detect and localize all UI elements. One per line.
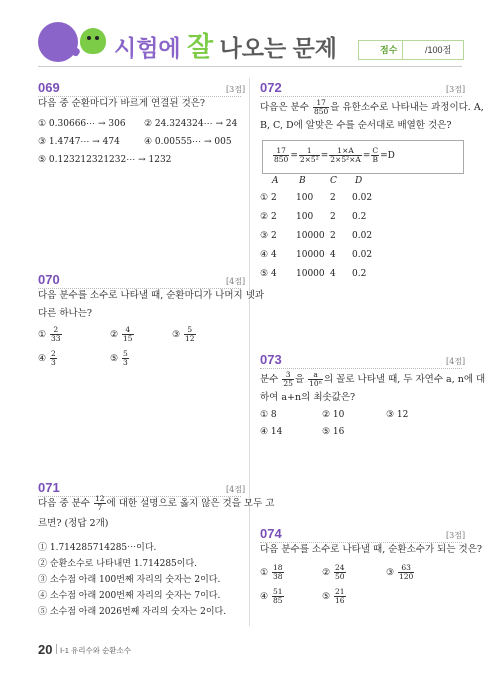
header-divider <box>38 66 462 67</box>
column-divider <box>249 78 250 626</box>
question-points: [3점] <box>446 531 466 540</box>
question-text-line1: 다음은 분수 $\frac{17}{850}$ 을 유한소수로 나타내는 과정이다. A, <box>260 98 484 116</box>
question-points: [4점] <box>226 485 246 494</box>
option-5[interactable]: ⑤ 4 10000 4 0.2 <box>260 269 367 279</box>
divider <box>260 96 462 97</box>
question-number-069: 069 <box>38 80 60 95</box>
option-2[interactable]: ② 24.324324⋯ → 24 <box>144 119 238 129</box>
question-text-line2: 르면? (정답 2개) <box>38 518 109 529</box>
question-number-072: 072 <box>260 80 282 95</box>
option-2[interactable]: ② 순환소수로 나타내면 1.714285이다. <box>38 559 198 569</box>
mascot-icon <box>80 28 106 54</box>
question-number-073: 073 <box>260 352 282 367</box>
question-text-line1: 다음 분수를 소수로 나타낼 때, 순환마디가 나머지 넷과 <box>38 290 265 301</box>
col-a-header: A <box>272 176 279 186</box>
question-points: [4점] <box>446 357 466 366</box>
option-1[interactable]: ① 1.714285714285⋯이다. <box>38 543 157 553</box>
option-5[interactable]: ⑤ $\frac{5}{3}$ <box>110 349 128 367</box>
option-1[interactable]: ① 2 100 2 0.02 <box>260 193 373 203</box>
option-2[interactable]: ② $\frac{4}{15}$ <box>110 325 133 343</box>
option-4[interactable]: ④ 14 <box>260 427 283 437</box>
question-points: [4점] <box>226 277 246 286</box>
option-5[interactable]: ⑤ 소수점 아래 2026번째 자리의 숫자는 2이다. <box>38 607 227 617</box>
question-points: [3점] <box>446 85 466 94</box>
option-4[interactable]: ④ 4 10000 4 0.02 <box>260 250 373 260</box>
col-b-header: B <box>299 176 306 186</box>
option-2[interactable]: ② 10 <box>322 410 345 420</box>
option-4[interactable]: ④ $\frac{51}{85}$ <box>260 587 283 605</box>
section-title: Ⅰ-1 유리수와 순환소수 <box>60 646 132 655</box>
divider <box>260 368 462 369</box>
option-3[interactable]: ③ 1.4747⋯ → 474 <box>38 137 120 147</box>
option-3[interactable]: ③ 2 10000 2 0.02 <box>260 231 373 241</box>
question-text-line2: B, C, D에 알맞은 수를 순서대로 배열한 것은? <box>260 120 452 131</box>
equation: $\frac{17}{850}$ = $\frac{1}{\text{2×5²}}$ = $\frac{1\times A}{\text{2×5²×A}}$ = $\frac{C}{B}$ =D <box>274 146 395 164</box>
option-1[interactable]: ① 0.30666⋯ → 306 <box>38 119 126 129</box>
option-4[interactable]: ④ 소수점 아래 200번째 자리의 숫자는 7이다. <box>38 591 221 601</box>
option-2[interactable]: ② 2 100 2 0.2 <box>260 212 367 222</box>
question-points: [3점] <box>226 85 246 94</box>
question-text: 다음 분수를 소수로 나타낼 때, 순환소수가 되는 것은? <box>260 544 482 555</box>
col-c-header: C <box>330 176 337 186</box>
question-text-line1: 분수 $\frac{3}{25}$ 을 $\frac{a}{\text{10ⁿ}}$ 의 꼴로 나타낼 때, 두 자연수 a, n에 대 <box>260 370 486 388</box>
question-text-line2: 하여 a+n의 최솟값은? <box>260 392 356 403</box>
option-5[interactable]: ⑤ 16 <box>322 427 345 437</box>
logo-q-circle <box>38 22 78 62</box>
score-label: 점수 <box>380 45 398 55</box>
question-text: 다음 중 순환마디가 바르게 연결된 것은? <box>38 98 206 109</box>
option-3[interactable]: ③ $\frac{63}{120}$ <box>386 563 414 581</box>
option-5[interactable]: ⑤ 0.123212321232⋯ → 1232 <box>38 155 172 165</box>
option-4[interactable]: ④ $\frac{2}{3}$ <box>38 349 56 367</box>
option-5[interactable]: ⑤ $\frac{21}{16}$ <box>322 587 345 605</box>
option-1[interactable]: ① 8 <box>260 410 277 420</box>
page-title: 시험에 잘 나오는 문제 <box>114 32 338 62</box>
score-divider <box>402 40 403 59</box>
question-text-line1: 다음 중 분수 $\frac{12}{7}$ 에 대한 설명으로 옳지 않은 것을 모두 고 <box>38 494 275 512</box>
option-1[interactable]: ① $\frac{18}{38}$ <box>260 563 283 581</box>
footer-divider <box>56 644 57 654</box>
col-d-header: D <box>355 176 363 186</box>
option-4[interactable]: ④ 0.00555⋯ → 005 <box>144 137 232 147</box>
score-total: /100점 <box>425 45 452 55</box>
option-3[interactable]: ③ 소수점 아래 100번째 자리의 숫자는 2이다. <box>38 575 221 585</box>
option-1[interactable]: ① $\frac{2}{33}$ <box>38 325 61 343</box>
question-number-074: 074 <box>260 526 282 541</box>
page-number: 20 <box>38 642 53 657</box>
option-3[interactable]: ③ 12 <box>386 410 409 420</box>
option-2[interactable]: ② $\frac{24}{50}$ <box>322 563 345 581</box>
question-text-line2: 다른 하나는? <box>38 308 92 319</box>
question-number-070: 070 <box>38 272 60 287</box>
question-number-071: 071 <box>38 480 60 495</box>
option-3[interactable]: ③ $\frac{5}{12}$ <box>172 325 195 343</box>
